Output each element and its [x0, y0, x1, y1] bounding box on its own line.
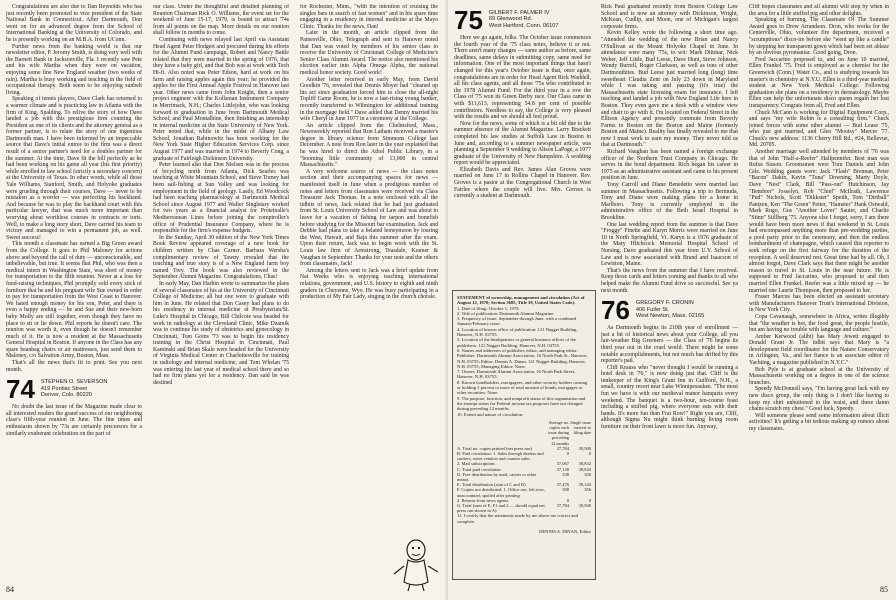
class-75-city: West Hartford, Conn. 06107	[488, 22, 559, 29]
statement-item: 2. Title of publication: Dartmouth Alumni Magazine.	[457, 310, 555, 316]
paragraph: Richard Vaughan has been named a foreign exchange officer of the Northern Trust Company in Chicago. He serves in the bond department. Rich began his career in 1975 as an administrative assistant and came to his present position in June.	[601, 149, 738, 182]
statement-item: 8. Known bondholders, mortgagees, and other security holders owning or holding 1 percent or more of total amount of bonds, mortgages or other securities: None.	[457, 379, 588, 396]
paragraph: Chuck McCann is working for Digital Equipment Corp., and says "my wife Robin is a consulting firm." Chuck joined forces with some other alumni — Bud Lease '75, who just got married, and Glen "Mootsy" Mercer '77. Chuck's new address: 1136 Cherry Hill Rd., #24, Bellevue, Md. 20705.	[749, 109, 889, 149]
paragraph: Cliff hopes classmates and all alumni will stop by when in the area for a little stuffed pig and other delights.	[749, 4, 889, 17]
right-page	[448, 0, 896, 600]
class-75-notes-continued	[601, 4, 738, 294]
paragraph: Among the letters sent to Jack was a brief update from Nat Weeks who is enjoying teaching international relations, government, and U.S. history to eighth and ninth graders in Cheyenne, Wyo. He was busy participating in a production of My Fair Lady, singing in the church chorale.	[300, 267, 438, 301]
class-75-street: 69 Glenwood Rd.	[488, 16, 533, 23]
paragraph: Another letter received in early May, from David Goodkin '76, revealed that Dennis Moyer had "cleaned up his act since graduation forced him to close the all-night Topliff Game Room; he is now a fast-rising young banker, recently transferred to Wilmington for additional training in the mortgage field." Dave added that Denny married his wife Cheryl in June 1977 in a ceremony at the College.	[300, 76, 438, 123]
statement-item: 1. Date of filing: October 1, 1978.	[457, 305, 520, 311]
paragraph: That's the news from the summer that I have received. Keep those cards and letters coming and thanks to all who helped make the Alumni Fund drive so successful. See ya next month.	[601, 267, 738, 294]
class-76-notes-start	[601, 325, 738, 431]
class-75-header	[454, 5, 591, 35]
paragraph: No doubt the last issue of the Magazine made clear to all interested readers the grand success of our neighboring class's fifth-year reunion in June. The fine times and enthusiasm shown by '73s are certainly precursors for a similarly exuberant celebration on the part of	[6, 404, 142, 437]
paragraph: Peter learned also that Don Nielsen was in the process of bicycling north from Atlanta, Dick Searles was teaching at White Mountain School, and Steve Tomey had been sail-fishing at Sun Valley and was looking for employment in the field of geology. Lastly, Ed Woodcock had been teaching pharmacology at Dartmouth Medical School since August 1977 and Walter Singletary worked for two years as a financial analyst for Proteinalle's Mediterranean Lines before joining the comptroller's office of Prudential Insurance Company, where he is responsible for the firm's expense budgets.	[153, 162, 289, 235]
class-75-number: 75	[454, 5, 483, 35]
class-75-notes	[454, 35, 591, 200]
paragraph: Continuing with news relayed last April via Assistant Head Agent Peter Hodgert and procured during his efforts for the Alumni Fund campaign, Robert and Nancy Battle related that they were married in the spring of 1976, that they have a baby girl, and that Bob was at work with Tech Hi-fi. Also noted was Peter Edson, hard at work on his farm and raising apples again this year; he provided the apples for the First Annual Apple Festival in Hanover last year. Other news came from John Knight, then a senior project engineer with the Kollsman Instrument Company in Merrimack, N.H.; Charles Littlejohn, who was looking forward to graduation in June from Dartmouth Medical School; and Paul Montalbine, then finishing an internship in internal medicine at the State University of New York. Peter noted that, while in the midst of Albany Law School, Jonathan Rabinowitz has been working for the New York State Higher Education Services Corp. since August 1977 and was married in 1974 to Beverly Cong, a graduate of Fairleigh Dickinson University.	[153, 36, 289, 162]
paragraph: Copa Cavanaugh, somewhere in Africa, writes illegibly that "the weather is hot, the food great, the people hostile, but am having no trouble with language and culture."	[749, 313, 889, 334]
paragraph: Will someone please send some information about illicit activities? It's getting a bit tedious making up rumors about my classmates.	[749, 412, 889, 432]
statement-items	[457, 306, 591, 417]
table-cell-label: E. Total distribution (sum of C and D)	[457, 482, 526, 488]
class-74-number: 74	[6, 374, 35, 405]
paragraph: That's all the news that's fit to print. See you next month.	[6, 360, 142, 373]
class-76-number: 76	[601, 295, 630, 326]
paragraph: Fred Jaccarino proposed to, and on June 10 married, Ellen Frankel '75. Fred is employed as a chemist for the Greenwich (Conn.) Water Co., and is studying towards his master's in chemistry at N.Y.U. Ellen is a third-year medical student at New York Medical College. Following graduation she plans on a residency in dermatology. Maybe Ellen can help the unfortunate disco queen regain her lost transparency. Congrats from all, Fred and Ellen.	[749, 56, 889, 109]
class-74-secretary-info	[41, 377, 108, 398]
table-row	[457, 487, 591, 497]
table-cell-avg: 37,476	[556, 482, 569, 488]
class-75-secretary-name: GILBERT F. PALMER IV	[488, 10, 550, 16]
paragraph: A very welcome source of news — the class notes section and their accompanying spaces for news — manifested itself in June when a prodigious number of notes and letters from classmates were received via Class Treasurer Jack Thomas. In a note enclosed with all the tidbits of news, Jack related that he had just graduated from St. Louis University School of Law and was about to leave for a vacation of fishing for tarpon and bonefish before studying for the Missouri bar examination. Jack and Debbie had plans to take a belated honeymoon by touring the West, Hawaii, and Baja this summer after the exam. Upon their return, Jack was to begin work with the St. Louis law firm of Armstrong, Teasdale, Kramer & Vaughan in September. Thanks for your note and the others from classmates, Jack!	[300, 168, 438, 268]
table-cell-label: F. Copies not distributed: 1. Office use, left over, unaccounted, spoiled after printing	[457, 487, 545, 498]
paragraph: Cliff Krauss who "never thought I would be running a hotel desk in '76," is now doing just that. Cliff is the innkeeper of the King's Grant Inn in Guilford, N.H., a small, country resort near Lake Winnipesaukee. "The most fun we have is with our medieval manor banquets every weekend. The banquet is a two-hour, ten-course feast including a stuffed pig, where everyone eats with their hands. It's more fun than Frat Row!" Right you are, Cliff, although Sigma Nu might think burning living room furniture on their front lawn is more fun. Anyway,	[601, 364, 738, 431]
table-cell-label: C. Total paid circulation	[457, 466, 501, 472]
statement-title: STATEMENT of ownership, management and circulation (Act of August 12, 1970; Section 3685, Title 39, United States Code).	[457, 295, 585, 306]
table-cell-avg: 37,784	[556, 445, 569, 451]
statement-item: 3. Frequency of issue: September through June, with a combined January/February issue.	[457, 316, 577, 327]
paragraph: Elizabeth Davis and Rev. James Alan Groves were married on June 17 in Rollins Chapel in Hanover. Rev. Groves is a pastor at the Congregational Church in West Fairlee where the couple will live. Mrs. Groves is currently a student at Dartmouth.	[454, 166, 591, 200]
statement-item: 5. Location of the headquarters or general business offices of the publishers: 121 Nugget Building, Hanover, N.H. 03755.	[457, 337, 576, 348]
class-74-notes-start	[6, 404, 142, 437]
circulation-table	[457, 420, 591, 514]
class-74-header	[6, 374, 142, 405]
class-76-header	[601, 295, 738, 326]
paragraph: Here we go again, folks. The October issue commences the fourth year of the '75 class notes, believe it or not. There aren't many changes — same author as before, same deadlines, same delays in submitting copy, same need for information. One of the most important things that hasn't changed for this year's October issue is that, once again, congratulations are in order for Head Agent Rick Waddell, all his class agents, and all those '75s who contributed to the 1978 Alumni Fund. For the third year in a row the Class of '75 won its Green Derby race. Our Class came in with $11,613, representing 54.8 per cent of possible contributors. Needless to say, the College is very pleased with the results and we should all feel proud.	[454, 35, 591, 121]
class-76-street: 406 Fuller St.	[635, 306, 670, 313]
paragraph: As Dartmouth begins its 210th year of enrollment — just a bit of historical news about your College, all you fair-weather Big Greeners — the Class of '76 begins its third year out in the cruel world. There might be some notable accomplishments, but not much has drifted by this reporter's pail.	[601, 325, 738, 365]
statement-item: 4. Location of known office of publication: 121 Nugget Building, Hanover, N.H. 03755.	[457, 326, 578, 338]
table-cell-single: 39,500	[578, 445, 591, 451]
table-cell-label: D. Free distribution by mail, carrier or other means	[457, 471, 537, 483]
table-cell-avg: 338	[562, 471, 569, 477]
table-cell-single: 38,844	[578, 466, 591, 472]
class-76-secretary-name: GREGORY F. CRONIN	[635, 300, 694, 307]
class-73-notes	[6, 4, 142, 373]
table-cell-single: 300	[584, 471, 591, 477]
table-row	[457, 472, 591, 482]
paragraph: Rick Paul graduated recently from Boston College Law School and is now an attorney with Dickinson, Wright, McKean, Cudlip, and Moon, one of Michigan's largest corporate firms.	[601, 4, 738, 30]
class-74-street: 419 Pontiac Street	[40, 385, 87, 392]
table-cell-label: G. Total (sum of E, F1 and 2 — should equal net press run shown in A)	[457, 503, 545, 514]
paragraph: Congratulations are also due to Dan Reynolds who has just recently been promoted to vice president of the State National Bank in Connecticut. After Dartmouth, Don went on for an advanced degree from the School of International Banking at the University of Colorado, and he is presently working on an M.B.A. from UConn.	[6, 4, 142, 43]
left-column-1	[6, 4, 142, 576]
ownership-statement-box	[452, 290, 596, 580]
paragraph: Speaking of tennis players, Dave Clark has returned to a warmer climate and is practicing law in Atlanta with the firm of King, Spalding. To relive the story of how Dave landed a job with this prestigious firm counting the President as one of its clients and the attorney general as a former partner, is to relate the story of one ingenious Dartmouth man. I have been informed by an impeccable source that Dave's initial entree to the firm was a direct result of a senior partner's need for a doubles partner for the summer. At the time, Dave fit the bill perfectly as he had been working on his game all year (his first priority) while enrolled in law school (strictly a secondary concern) at the University of Texas. In other words, while all those Yale Williams, Stanford, Smith, and Holyoke graduates were grueling through their courses, Dave — never to be mistaken as a worrier — was perfecting his backhand. And because he was to play the backhand court with this particular lawyer, that was much more important than worrying about worthless courses in contracts or torts. Well, to make a long story short, Dave carried his team to victory and managed to win a permanent job, as well. Sweet success!	[6, 96, 142, 241]
table-cell-single: 39,144	[578, 482, 591, 488]
table-cell-label: 2. Returns from news agents	[457, 497, 509, 503]
table-cell-avg: 37,784	[556, 503, 569, 509]
paragraph: In early May, Dan Harbin wrote to summarize the plans of several classmates of his at the University of Cincinnati College of Medicine; all but one were to graduate with him in June. He related that Don Casey had plans to do his residency in internal medicine at Presbyterian/St. Luke's Hospital in Chicago, Bill Chilcote was headed for work in radiology at the Cleveland Clinic, Mike Dzamik was to continue his study of obstetrics and gynecology in Cincinnati, Tom Goins '73 was to begin his residency training in the Christ Hospital in Cincinnati, Paul Kaminski and Brian Skale were headed for the University of Virginia Medical Center in Charlottesville for training in radiology and internal medicine, and Tom Whelan '75 was entering his last year of medical school there and so had no firm plans yet for a residency. Dan said he was destined	[153, 280, 289, 386]
col-header-average: Average no. copies each issue during preceding 12 months	[548, 419, 569, 446]
table-cell-single: 0	[588, 451, 591, 457]
table-cell-label: A. Total no. copies printed (net press run)	[457, 445, 532, 451]
class-76-secretary-info	[636, 298, 704, 319]
class-75-secretary-info	[489, 8, 559, 29]
table-cell-avg: 0	[566, 451, 569, 457]
table-cell-avg: 37,067	[556, 461, 569, 467]
paragraph: Later in the month, an article clipped from the Painesville, Ohio, Telegraph and sent to Hanover noted that Dan was voted by members of his senior class to receive the University of Cincinnati College of Medicine's Senior Class Alumni Award. The notice also mentioned his election earlier into Alpha Omega Alpha, the national medical honor society. Good work!	[300, 30, 438, 76]
circulation-table-header	[457, 420, 591, 446]
left-column-2	[153, 4, 289, 576]
class-76-city: West Newton, Mass. 02165	[635, 312, 705, 319]
paragraph: Now for the news, some of which is a bit old due to the summer absence of the Alumni Magazine. Larry Brackett completed his law studies at Suffolk Law in Boston in June and, according to a summer newspaper article, was planning a September 9 wedding to Alison LaPage, a 1977 graduate of the University of New Hampshire. A wedding report would be appreciated.	[454, 120, 591, 167]
table-cell-avg: 37,138	[556, 466, 569, 472]
paragraph: for Rochester, Minn., "with the intention of cruising the singles bars in search of fast women" and in his spare time engaging in a residency in internal medicine at the Mayo Clinic. Thanks for the news, Dan!	[300, 4, 438, 30]
table-cell-avg: 0	[566, 497, 569, 503]
table-cell-single: 0	[588, 497, 591, 503]
table-row	[457, 503, 591, 513]
statement-signature: DENNIS A. DINAN, Editor	[539, 529, 591, 535]
table-cell-single: 38,832	[578, 461, 591, 467]
col-header-single: Single issue nearest to filing date	[570, 419, 591, 436]
paragraph: This month a classmate has earned a Big Green award from the College. It goes to Phil Maloney for actions above and beyond the call of duty — unconscionable, and unbelievable, but true. It seems that Phil, who was then a medical intern in Washington State, was short of money for transportation to the fifth reunion. Never at a loss for fund-raising techniques, Phil promptly sold every stick of furniture that he and his pregnant wife Sue owned in order to pay for transportation from the West Coast to Hanover. We hated enough money for his son, Peter, and there is even a happy ending — he and Sue and their new-born baby Molly are still together, even though they have no place to sit or lie down. Phil reports he doesn't care. The reunion was worth it, even though he doesn't remember much of it. He is now a resident at the Massachusetts General Hospital in Boston. If anyone in the Class has any spare beanbag chairs or air mattresses, just send them to Maloney, c/o Salvation Army, Boston, Mass.	[6, 241, 142, 360]
statement-item: 10. Extent and nature of circulation:	[457, 411, 524, 417]
paragraph: Tony Carroll and Diane Benedetto were married last summer in Massachusetts. Following a trip to Bermuda, Tony and Diane were making plans for a home in Marlboro. Tony is currently employed in the administrative office of the Beth Israel Hospital in Brookline.	[601, 182, 738, 221]
statement-item: 7. Owner: Dartmouth Alumni Association, 16 North Park Street, Hanover, N.H. 03755.	[457, 369, 576, 380]
paragraph: our class. Under the thoughtful and detailed planning of Reunion Chairman Rick O. Williams, the event set for the weekend of June 15-17, 1979, is bound to attract '74s from all points on the map. More details on our reunion shall follow in months to come.	[153, 4, 289, 37]
paragraph: Amber Kerwood (alibi) has Mary Jewett engaged to Donald Grant Jr. The tidbit says that Mary is "a development field coordinator for the Nature Conservatory in Arlington, Va., and her fiance is an associate editor of Yachting, a magazine published in N.Y.C."	[749, 333, 889, 367]
table-row	[457, 451, 591, 461]
right-column-3	[749, 4, 889, 576]
paragraph: In the Sunday, April 30 edition of the New York Times Book Review appeared coverage of a new book for children written by Chas Carner. Barbara Wersba's complimentary review of Tawny revealed that the touching and true story is of a New England farm boy named Trey. The book was also reviewed in the September Alumni Magazine. Congratulations, Chas!	[153, 234, 289, 281]
paragraph: Another marriage well attended by members of '76 was that of John "Half-a-Reefer" Halfpennifer. Best man was Rufus Sisson. Groomsmen were Tom Daniels and John Gile. Wedding guests were: Jack "Flash" Brennan, Peter "Bacon" Dakin, Kevin "Tuna" Downing, Marty Doyle, Dave "Nest" Clark, Bill "Pass-out" Hutchinson, Jay "Bembrer" Josselyn, Rob "Chief" McIlrath, Lawrence "Pud" Nichols, Scott "Dikkster" Speith, Tom "Dirtball" Pantzen, Ken "The Green" Petter, "Hamster" Hank Ostwald, Mark Rugo, Gus "Another Lover" Sauter, and Charlie "Stinn" Stillberg '75. Anyone else I forget, sorry, I am there would have been more news if that weekend in St. Louis had encompassed anything more than pre-wedding parties, a pool party prior to the ceremony, and then the endless bombardment of champagne, which caused this reporter to seek refuge on the first fairway for the duration of the reception. A well deserved rest. Great time had by all. Oh, I almost forgot, Dave Clark says that there might be another reason to travel to St. Louis in the near future. He is supposed to Fred Jaccarino, who proposed to and then married Ellen Frankel. Reefer was a little mixed up — he married one Laurie Thompson, then proposed to her.	[749, 149, 889, 294]
page-number-right: 85	[880, 585, 888, 594]
table-cell-single: 39,500	[578, 503, 591, 509]
paragraph: One last wedding report from the summer is that Dave "Froggy" Finette and Karyn Morris were married on June 10 in North Springfield, Vt. Karyn is a 1976 graduate of the Mary Hitchcock Memorial Hospital School of Nursing. Dave graduated this year from U.Y. School of Law and is now associated with Brand and Isaacson of Lewiston, Maine.	[601, 221, 738, 268]
paragraph: Kevin Kelley wrote the following a short time ago. "Attended the wedding of the now Brian and Nancy O'Sullivan at the Mount Holyoke Chapel in June. In attendance were many '75s, to wit: Mark Dittmar, Nick Weber, Jeff Little, Bud Leese, Dave Hunt, Steve Johnson, Wendy Burrell, Roger Clarkson, as well as tons of other Dartmouthites. Bud Leese just married long (long) time sweetheart Claudia Zent on July 23 down in Maryland while I was taking and passing (it's true) the Massachusetts state licensing exam for insurance. I left teaching and landed a job with New England Life here in Boston. They even gave me a desk with a window view and chair to go with it. I'm located on Federal Street in the Ellison Agency and presently commute from Beverly Farms to Boston on the Boston and Maine (formerly Boston and Maine). Reality has finally revealed to me that now I must work to earn my money. They never told us that at Dartmouth."	[601, 30, 738, 149]
statement-item: 9. The purpose, function, and nonprofit status of this organization and the exempt status for Federal income tax purposes have not changed during preceding 12 months.	[457, 395, 586, 412]
table-cell-avg: 308	[562, 487, 569, 493]
paragraph: Further news from the banking world is that our newsletter editor, P. Jeromy Smith, is doing very well with the Barnett Bank in Jacksonville, Fla. I recently saw Pete and his wife Martha when they were on vacation, enjoying some fine New England weather (two weeks of rain). Martha is busy working and teaching in the field of occupational therapy. Both seem to be enjoying sunbelt living.	[6, 43, 142, 96]
cartoon-doodle-icon	[390, 536, 442, 592]
paragraph: An article clipped from the Chelmsford, Mass., Newsweekly reported that Ron Latham received a master's degree in library science from Simmons College last December. A note from Ron later in the year explained that he was hired to direct the Athol Public Library, in a "booming little community of 13,000 in central Massachusetts."	[300, 122, 438, 169]
paragraph: Fraser Marcus has been elected an assistant secretary with Manufacturers Hanover Trust's International Division, in New York City.	[749, 294, 889, 314]
paragraph: Speedy McDonnell says, "I'm having great luck with my new disco group, the only thing is I don't like having to keep my shirt unbuttoned to the waist, and these damn chains scratch my chest." Good luck, Speedy.	[749, 386, 889, 413]
table-cell-label: 2. Mail subscriptions	[457, 461, 495, 467]
table-cell-label: B. Paid circulation: 1. Sales through dealers and carriers, street vendors and counter sales	[457, 451, 544, 462]
paragraph: Speaking of burning, The Classmate Of The Summer Award goes to Drew Arrandson. Dron, who works for the Centerville, Ohio, volunteer fire department, received a "scrumptious" disco-ire before she "went up like a candle" by stepping her transparent gown which had been set ablaze by an obvious pyromaniac. Good going, Dron.	[749, 17, 889, 57]
paragraph: Bob Pyle is at graduate school at the University of Massachusetts working on a degree in one of the science branches.	[749, 366, 889, 386]
class-74-secretary-name: STEPHEN O. SEVERSON	[40, 379, 108, 386]
page-number-left: 84	[6, 585, 14, 594]
statement-certify: 11. I certify that the statements made by me above are correct and complete.	[457, 513, 578, 524]
right-column-2	[601, 4, 738, 576]
class-74-city: Denver, Colo. 80220	[40, 392, 92, 399]
left-column-3	[300, 4, 438, 544]
statement-item: 6. Names and addresses of publisher, editor, and managing editor: Publisher: Dartmouth Alumni Association, 16 North Park St., Hanover, N.H. 03755; Editor: Dennis A. Dinan, 121 Nugget Building, Hanover, N.H. 03755; Managing Editor: None.	[457, 347, 588, 369]
table-cell-single: 356	[584, 487, 591, 493]
